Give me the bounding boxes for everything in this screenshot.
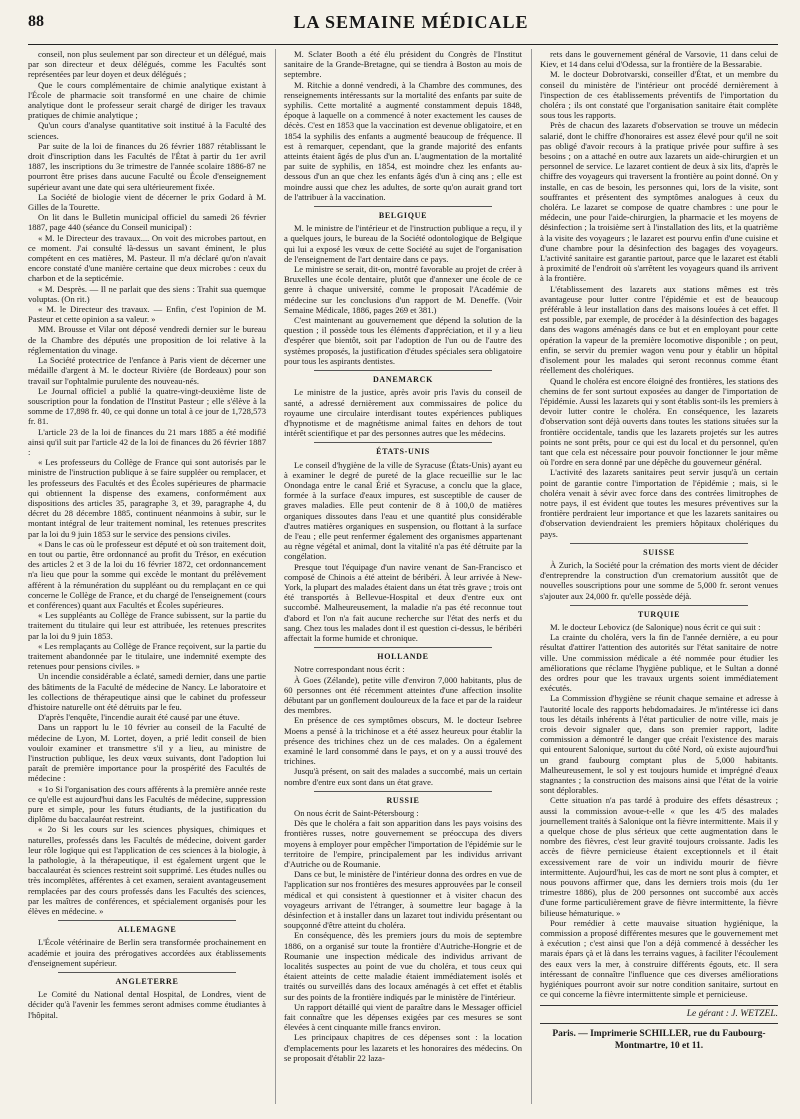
paragraph: Quand le choléra est encore éloigné des frontières, les stations des chemins de fer sont surtout exposées au danger de l'importation de l'épidémie. Aussi les lazarets qui y sont établis sont-ils les premiers à devoir lutter contre le choléra. En conséquence, les lazarets d'observation sont déjà ouverts dans toutes les stations situées sur la frontière occidentale, tandis que les lazarets projetés sur les autres points ne sont prêts, pour ce qui est du local et du personnel, qu'en tant que cela est nécessaire pour pouvoir fonctionner le jour même où l'ordre en sera donné par une dépêche du gouverneur général. (540, 375, 778, 468)
paragraph: L'article 23 de la loi de finances du 21 mars 1885 a été modifié ainsi qu'il suit par l'article 42 de la loi de finances du 26 février 1887 : (28, 426, 266, 457)
section-divider (314, 647, 492, 648)
section-heading: SUISSE (643, 547, 675, 557)
paragraph: Que le cours complémentaire de chimie analytique existant à l'École de pharmacie soit transformé en une chaire de chimie analytique dont le professeur serait chargé de diriger les travaux pratiques de chimie analytique ; (28, 79, 266, 121)
section-divider (314, 442, 492, 443)
paragraph: rets dans le gouvernement général de Varsovie, 11 dans celui de Kiev, et 14 dans celui d'Odessa, sur la frontière de la Bessarabie. (540, 49, 778, 70)
paragraph: La Commission d'hygiène se réunit chaque semaine et adresse à l'autorité locale des rapports hebdomadaires. Je m'intéresse ici dans tous les détails inhérents à l'état particulier de notre ville, mais je crois devoir signaler que, dans son premier rapport, ladite commission a démontré le danger que créait l'existence des marais qui entourent Salonique, surtout du côté Nord, où existe aujourd'hui un grand faubourg comptant plus de 5,000 habitants. Malheureusement, le sol y est toujours humide et imprégné d'eaux stagnantes ; la construction des maisons ainsi que l'état de la voirie sont déplorables. (540, 693, 778, 796)
paragraph: La Société de biologie vient de décerner le prix Godard à M. Gilles de la Tourette. (28, 191, 266, 213)
paragraph: « Les remplaçants au Collège de France reçoivent, sur la partie du traitement abandonnée par le titulaire, une indemnité exempte des retenues pour pensions civiles. » (28, 640, 266, 672)
imprint-line: Paris. — Imprimerie SCHILLER, rue du Faubourg- (552, 1028, 766, 1039)
paragraph: « 2o Si les cours sur les sciences physiques, chimiques et naturelles, professés dans les Facultés de médecine, doivent garder leur rôle logique qui est l'application de ces sciences à la biologie, à la pathologie, à la thérapeutique, il est également urgent que le baccalauréat ès sciences restreint soit supprimé. Les études nulles ou très incomplètes, afférentes à cet examen, seraient avantageusement remplacées par des cours professés dans les Facultés des sciences, par les maîtres de conférences, et spécialement organisés pour les élèves en médecine. » (28, 824, 266, 917)
section-heading: HOLLANDE (377, 652, 429, 662)
paragraph: Dès que le choléra a fait son apparition dans les pays voisins des frontières russes, notre gouvernement se préoccupa des divers moyens à employer pour empêcher l'importation de l'épidémie sur le territoire de l'empire, principalement par les individus arrivant d'Autriche ou de Roumanie. (284, 818, 522, 870)
paragraph: Les principaux chapitres de ces dépenses sont : la location d'emplacements pour les lazarets et les honoraires des médecins. On se proposait d'établir 22 laza- (284, 1032, 522, 1063)
paragraph: Presque tout l'équipage d'un navire venant de San-Francisco et composé de Chinois a été atteint de béribéri. À leur arrivée à New-York, la plupart des malades étaient dans un état très grave ; trois ont été transportés à Bellevue-Hospital et deux d'entre eux ont succombé. Malheureusement, la maladie n'a pas été reconnue tout d'abord et l'on n'a fait aucune recherche sur l'état des nerfs et du sang. Chez tous les malades dont il est question ci-dessus, le béribéri affectait la forme humide et chronique. (284, 561, 522, 643)
section-divider (570, 543, 748, 544)
paragraph: « M. Desprès. — Il ne parlait que des siens : Trahit sua quemque voluptas. (On rit.) (28, 283, 266, 304)
section-divider (58, 972, 236, 973)
paragraph: MM. Brousse et Vilar ont déposé vendredi dernier sur le bureau de la Chambre des députés une proposition de loi relative à la réglementation du vinage. (28, 324, 266, 355)
column-left (28, 49, 266, 1104)
paragraph: La Société protectrice de l'enfance à Paris vient de décerner une médaille d'argent à M. le docteur Rivière (de Bordeaux) pour son travail sur l'ophtalmie purulente des nouveau-nés. (28, 355, 266, 386)
paragraph: L'activité des lazarets sanitaires peut servir jusqu'à un certain point de garantie contre l'importation de l'épidémie ; mais, si le choléra venait à sévir avec force dans des contrées limitrophes de notre pays, il est évident que toutes les mesures préventives sur la frontière perdraient leur importance et que les lazarets sanitaires ou d'observation deviendraient les premiers hôpitaux cholériques du pays. (540, 467, 778, 539)
article-columns (28, 49, 778, 1104)
paragraph: Jusqu'à présent, on sait des malades a succombé, mais un certain nombre d'entre eux sont dans un état grave. (284, 766, 522, 787)
paragraph: M. le ministre de l'intérieur et de l'instruction publique a reçu, il y a quelques jours, le bureau de la Société odontologique de Belgique qui lui a exposé les vœux de cette Société au sujet de l'organisation de l'enseignement de l'art dentaire dans ce pays. (284, 223, 522, 264)
paragraph: Dans ce but, le ministère de l'intérieur donna des ordres en vue de l'application sur nos frontières des mesures approuvées par le conseil médical et qui consistent à questionner et à visiter chacun des voyageurs arrivant de l'étranger, à soumettre leur bagage à la désinfection et à installer dans un lazaret tout individu présentant ou soupçonné d'être atteint du choléra. (284, 869, 522, 931)
paragraph: « M. le Directeur des travaux.... On voit des microbes partout, en ce moment. J'ai consulté là-dessus un savant éminent, le plus compétent en ces matières, M. Pasteur. Il m'a déclaré qu'on n'avait encore constaté d'une manière certaine que deux microbes : ceux du charbon et de la septicémie. (28, 232, 266, 284)
paragraph: Le Comité du National dental Hospital, de Londres, vient de décider qu'à l'avenir les femmes seront admises comme étudiantes à l'hôpital. (28, 989, 266, 1020)
paragraph: « M. le Directeur des travaux. — Enfin, c'est l'opinion de M. Pasteur et cette opinion a sa valeur. » (28, 304, 266, 325)
paragraph: « Dans le cas où le professeur est député et où son traitement doit, en tout ou partie, être ordonnancé au profit du Trésor, en exécution des articles 2 et 3 de la loi du 16 février 1872, cet ordonnancement n'a lieu que pour la somme qui excède le montant du prélèvement afférent à la rémunération du suppléant ou du remplaçant en ce qui concerne le Collège de France, et du chargé de l'enseignement (cours et conférences) quant aux Facultés et Écoles supérieures. (28, 538, 266, 610)
paragraph: L'établissement des lazarets aux stations mêmes est très avantageuse pour lutter contre l'épidémie et est de beaucoup préférable à leur installation dans des maisons louées à cet effet. Il est possible, par exemple, de procéder à la désinfection des bagages dans des wagons aménagés dans ce but et en employant pour cette opération la vapeur de la première locomotive disponible ; on peut, enfin, se servir du premier wagon venu pour y établir un hôpital d'isolement pour les malades qui seront reconnus comme étant réellement des cholériques. (540, 283, 778, 376)
paragraph: M. Ritchie a donné vendredi, à la Chambre des communes, des renseignements intéressants sur la mortalité des enfants par suite de syphilis. Cette mortalité a augmenté constamment depuis 1848, époque à laquelle on a commencé à noter exactement les causes de décès. C'est en 1853 que la vaccination est devenue obligatoire, et en 1854 la syphilis des enfants a augmenté beaucoup de fréquence. Il est à remarquer, cependant, que la grande majorité des enfants atteints étaient âgés de plus d'un an. L'augmentation de la mortalité par suite de syphilis, en 1854, est moindre chez les enfants au-dessous d'un an que chez les enfants âgés d'un à cinq ans ; elle est moindre aussi que chez les adultes, de sorte qu'on aurait grand tort de l'attribuer à la vaccination. (284, 79, 522, 202)
paragraph: Un rapport détaillé qui vient de paraître dans le Messager officiel fait connaître que les dépenses exigées par ces mesures se sont élevées à cent cinquante mille francs environ. (284, 1001, 522, 1033)
paragraph: M. Sclater Booth a été élu président du Congrès de l'Institut sanitaire de la Grande-Bretagne, qui se tiendra à Boston au mois de septembre. (284, 49, 522, 80)
paragraph: M. le docteur Dobrotvarski, conseiller d'État, et un membre du conseil du ministère de l'intérieur ont procédé dernièrement à l'inspection de ces établissements préventifs de l'importation du choléra ; ils ont constaté que l'organisation sanitaire était complète sous tous les rapports. (540, 69, 778, 121)
paragraph: Le Journal officiel a publié la quatre-vingt-deuxième liste de souscription pour la fondation de l'Institut Pasteur ; elle s'élève à la somme de 17,898 fr. 40, ce qui donne un total à ce jour de 1,728,573 fr. 81. (28, 385, 266, 427)
paragraph: conseil, non plus seulement par son directeur et un délégué, mais par son directeur et deux délégués, comme les Facultés sont représentées par leur doyen et deux délégués ; (28, 49, 266, 80)
page-number: 88 (28, 13, 44, 30)
paragraph: La crainte du choléra, vers la fin de l'année dernière, a eu pour résultat d'attirer l'attention des autorités sur l'état sanitaire de notre ville. Une commission médicale a été nommée pour étudier les améliorations que réclame l'hygiène publique, et le Sultan a donné des ordres pour que les travaux urgents soient immédiatement exécutés. (540, 632, 778, 694)
section-divider (314, 206, 492, 207)
section-divider (314, 370, 492, 371)
paragraph: On nous écrit de Saint-Pétersbourg : (294, 808, 419, 819)
section-heading: BELGIQUE (378, 211, 428, 221)
paragraph: L'École vétérinaire de Berlin sera transformée prochainement en académie et jouira des prérogatives accordées aux établissements d'enseignement supérieur. (28, 937, 266, 968)
paragraph: « Les professeurs du Collège de France qui sont autorisés par le ministre de l'instruction publique à se faire suppléer ou remplacer, et les professeurs des Facultés et des Écoles supérieures de pharmacie qui obtiennent la dispense des examens, conformément aux dispositions des articles 35, paragraphe 3, et 39, paragraphe 4, du décret du 28 décembre 1885, continuent néanmoins à subir, sur le montant intégral de leur traitement nominal, les retenues prescrites par la loi du 9 juin 1853 sur le service des pensions civiles. (28, 457, 266, 539)
paragraph: En présence de ces symptômes obscurs, M. le docteur Isebree Moens a pensé à la trichinose et a été assez heureux pour établir la présence des trichines chez un de ces malades. On a également examiné le lard consommé dans le pays, et on y a aussi trouvé des trichines. (284, 715, 522, 767)
paragraph: Un incendie considérable a éclaté, samedi dernier, dans une partie des bâtiments de la Faculté de médecine de Nancy. Le laboratoire et les collections de thérapeutique ainsi que le cabinet du professeur d'histoire naturelle ont été détruits par le feu. (28, 671, 266, 712)
imprint-line: Montmartre, 10 et 11. (614, 1040, 704, 1051)
paragraph: « Les suppléants au Collège de France subissent, sur la partie du traitement du titulaire qui leur est attribuée, les retenues prescrites par la loi du 9 juin 1853. (28, 610, 266, 641)
publisher-manager: Le gérant : J. WETZEL. (540, 1005, 778, 1023)
section-heading: RUSSIE (386, 795, 420, 805)
section-heading: ANGLETERRE (115, 977, 179, 987)
printer-imprint (540, 1028, 778, 1052)
paragraph: Le conseil d'hygiène de la ville de Syracuse (États-Unis) ayant eu à examiner le degré de pureté de la glace recueillie sur le lac Onondaga entre le canal Érié et Syracuse, a conclu que la glace, formée à la surface d'eaux impures, est susceptible de causer de graves maladies. Elle peut contenir de 8 à 100,0 de matières organiques dissoutes dans l'eau et une quantité plus considérable d'autres matières organiques en suspension, ou flottant à la surface de l'eau ; elle peut renfermer également des organismes appartenant au règne végétal et animal, dont la vitalité n'a pas été détruite par la congélation. (284, 459, 522, 562)
journal-title: LA SEMAINE MÉDICALE (293, 11, 529, 32)
paragraph: Par suite de la loi de finances du 26 février 1887 rétablissant le droit d'inscription dans les Facultés de l'État à partir du 1er avril 1887, les inscriptions du 3e trimestre de l'année scolaire 1886-87 ne pourront être prises dans aucune Faculté ou École d'enseignement supérieur avant une date qui sera ultérieurement fixée. (28, 140, 266, 192)
paragraph: Notre correspondant nous écrit : (294, 664, 405, 675)
section-heading: TURQUIE (637, 609, 681, 619)
paragraph: On lit dans le Bulletin municipal officiel du samedi 26 février 1887, page 440 (séance du Conseil municipal) : (28, 212, 266, 233)
paragraph: D'après l'enquête, l'incendie aurait été causé par une étuve. (38, 712, 240, 723)
section-divider (58, 920, 236, 921)
section-heading: ALLEMAGNE (117, 925, 177, 935)
paragraph: Qu'un cours d'analyse quantitative soit institué à la Faculté des sciences. (28, 120, 266, 141)
paragraph: Près de chacun des lazarets d'observation se trouve un médecin salarié, dont le chiffre d'honoraires est assez élevé pour qu'il ne soit pas obligé d'avoir recours à la pratique privée pour suffire à ses besoins ; on a attaché en outre aux lazarets un aide-chirurgien et un personnel de service. Le lazaret contient de deux à six lits, d'après le chiffre des voyageurs qui traversent la frontière au point donné. On y installe, en cas de besoin, les personnes qui, lors de la visite, sont souffrantes et présentent des symptômes analogues à ceux du choléra. Le lazaret se compose de quatre chambres : une pour le médecin, une pour l'aide-chirurgien, la pharmacie et les moyens de désinfection ; la troisième sert à l'installation des lits, et la quatrième à la visite des voyageurs ; le lazaret est pourvu enfin d'une cuisine et d'une chambre pour la désinfection des bagages des voyageurs. L'activité sanitaire est garantie partout, parce que le lazaret est établi à proximité de l'endroit où s'arrêtent les voyageurs quand ils arrivent à la frontière. (540, 120, 778, 284)
paragraph: Cette situation n'a pas tardé à produire des effets désastreux ; aussi la commission avoue-t-elle « que les 4/5 des malades journellement traités à Salonique ont la fièvre intermittente. Mais il y a quelque chose de plus sérieux que cette augmentation dans le nombre des fièvres, c'est leur gravité toujours croissante. Jadis les accès de fièvre pernicieuse étaient exceptionnels et il était excessivement rare de voir un individu mourir de fièvre intermittente. Aujourd'hui, les cas de mort ne sont plus à compter, et nous pouvons affirmer que, dans les derniers trois mois (du 1er trimestre 1886), plus de 200 personnes ont succombé aux accès d'une forme particulièrement grave de fièvre intermittente, la fièvre bilieuse hématurique. » (540, 795, 778, 918)
paragraph: C'est maintenant au gouvernement que dépend la solution de la question ; il possède tous les éléments d'appréciation, et il y a lieu d'espérer que bientôt, soit par l'adoption de l'un ou de l'autre des systèmes proposés, la justification d'études spéciales sera obligatoire pour tous les aspirants dentistes. (284, 315, 522, 366)
section-heading: ÉTATS-UNIS (376, 447, 430, 457)
paragraph: Dans un rapport lu le 10 février au conseil de la Faculté de médecine de Lyon, M. Lortet, doyen, a prié ledit conseil de bien vouloir examiner et transmettre s'il y a lieu, au ministre de l'instruction publique, les deux vœux suivants, dont l'adoption lui paraît de première importance pour la prospérité des Facultés de médecine : (28, 722, 266, 784)
paragraph: M. le docteur Lebovicz (de Salonique) nous écrit ce qui suit : (550, 621, 761, 632)
section-divider (570, 605, 748, 606)
page-header (28, 0, 778, 45)
paragraph: À Goes (Zélande), petite ville d'environ 7,000 habitants, plus de 60 personnes ont été récemment atteintes d'une affection insolite débutant par un gonflement douloureux de la face et par de la raideur des membres. (284, 674, 522, 716)
column-middle (275, 49, 522, 1104)
paragraph: En conséquence, dès les premiers jours du mois de septembre 1886, on a organisé sur toute la frontière d'Autriche-Hongrie et de Roumanie une inspection médicale des individus arrivant de localités suspectes au point de vue du choléra, et tous ceux qui étaient atteints de cette maladie étaient immédiatement isolés et traités ou surveillés dans des locaux aménagés à cet effet et établis sur des points de la frontière indiqués par le ministère de l'intérieur. (284, 930, 522, 1002)
paragraph: Le ministre de la justice, après avoir pris l'avis du conseil de santé, a adressé dernièrement aux commissaires de police du royaume une circulaire interdisant toutes expériences publiques d'hypnotisme et de magnétisme animal faites en dehors de tout intérêt scientifique et par des personnes autres que les médecins. (284, 387, 522, 439)
paragraph: Le ministre se serait, dit-on, montré favorable au projet de créer à Bruxelles une école dentaire, plutôt que d'annexer une école de ce genre à chaque université, comme le proposait l'Académie de médecine sur les conclusions d'un rapport de M. Deneffe. (Voir Semaine Médicale, 1886, pages 269 et 381.) (284, 264, 522, 315)
column-right (531, 49, 778, 1104)
paragraph: À Zurich, la Société pour la crémation des morts vient de décider d'entreprendre la construction d'un crematorium aussitôt que de nouvelles souscriptions pour une somme de 5,000 fr. seront venues s'ajouter aux 24,000 fr. qu'elle possède déjà. (540, 559, 778, 601)
paragraph: Pour remédier à cette mauvaise situation hygiénique, la commission a proposé différentes mesures que le gouvernement met à exécution ; c'est ainsi que l'on a déjà commencé à dessécher les marais épars çà et là dans les terrains vagues, à faciliter l'écoulement des eaux vers la mer, à construire différents égouts, etc. Il sera intéressant de connaître l'influence que ces diverses améliorations hygiéniques pourront avoir sur notre condition sanitaire, surtout en ce qui concerne la fièvre intermittente simple et pernicieuse. (540, 917, 778, 1000)
section-divider (314, 791, 492, 792)
section-heading: DANEMARCK (372, 375, 434, 385)
paragraph: « 1o Si l'organisation des cours afférents à la première année reste ce qu'elle est aujourd'hui dans les Facultés de médecine, suppression pure et simple, pour les futurs étudiants, de la justification du diplôme du baccalauréat restreint. (28, 783, 266, 825)
